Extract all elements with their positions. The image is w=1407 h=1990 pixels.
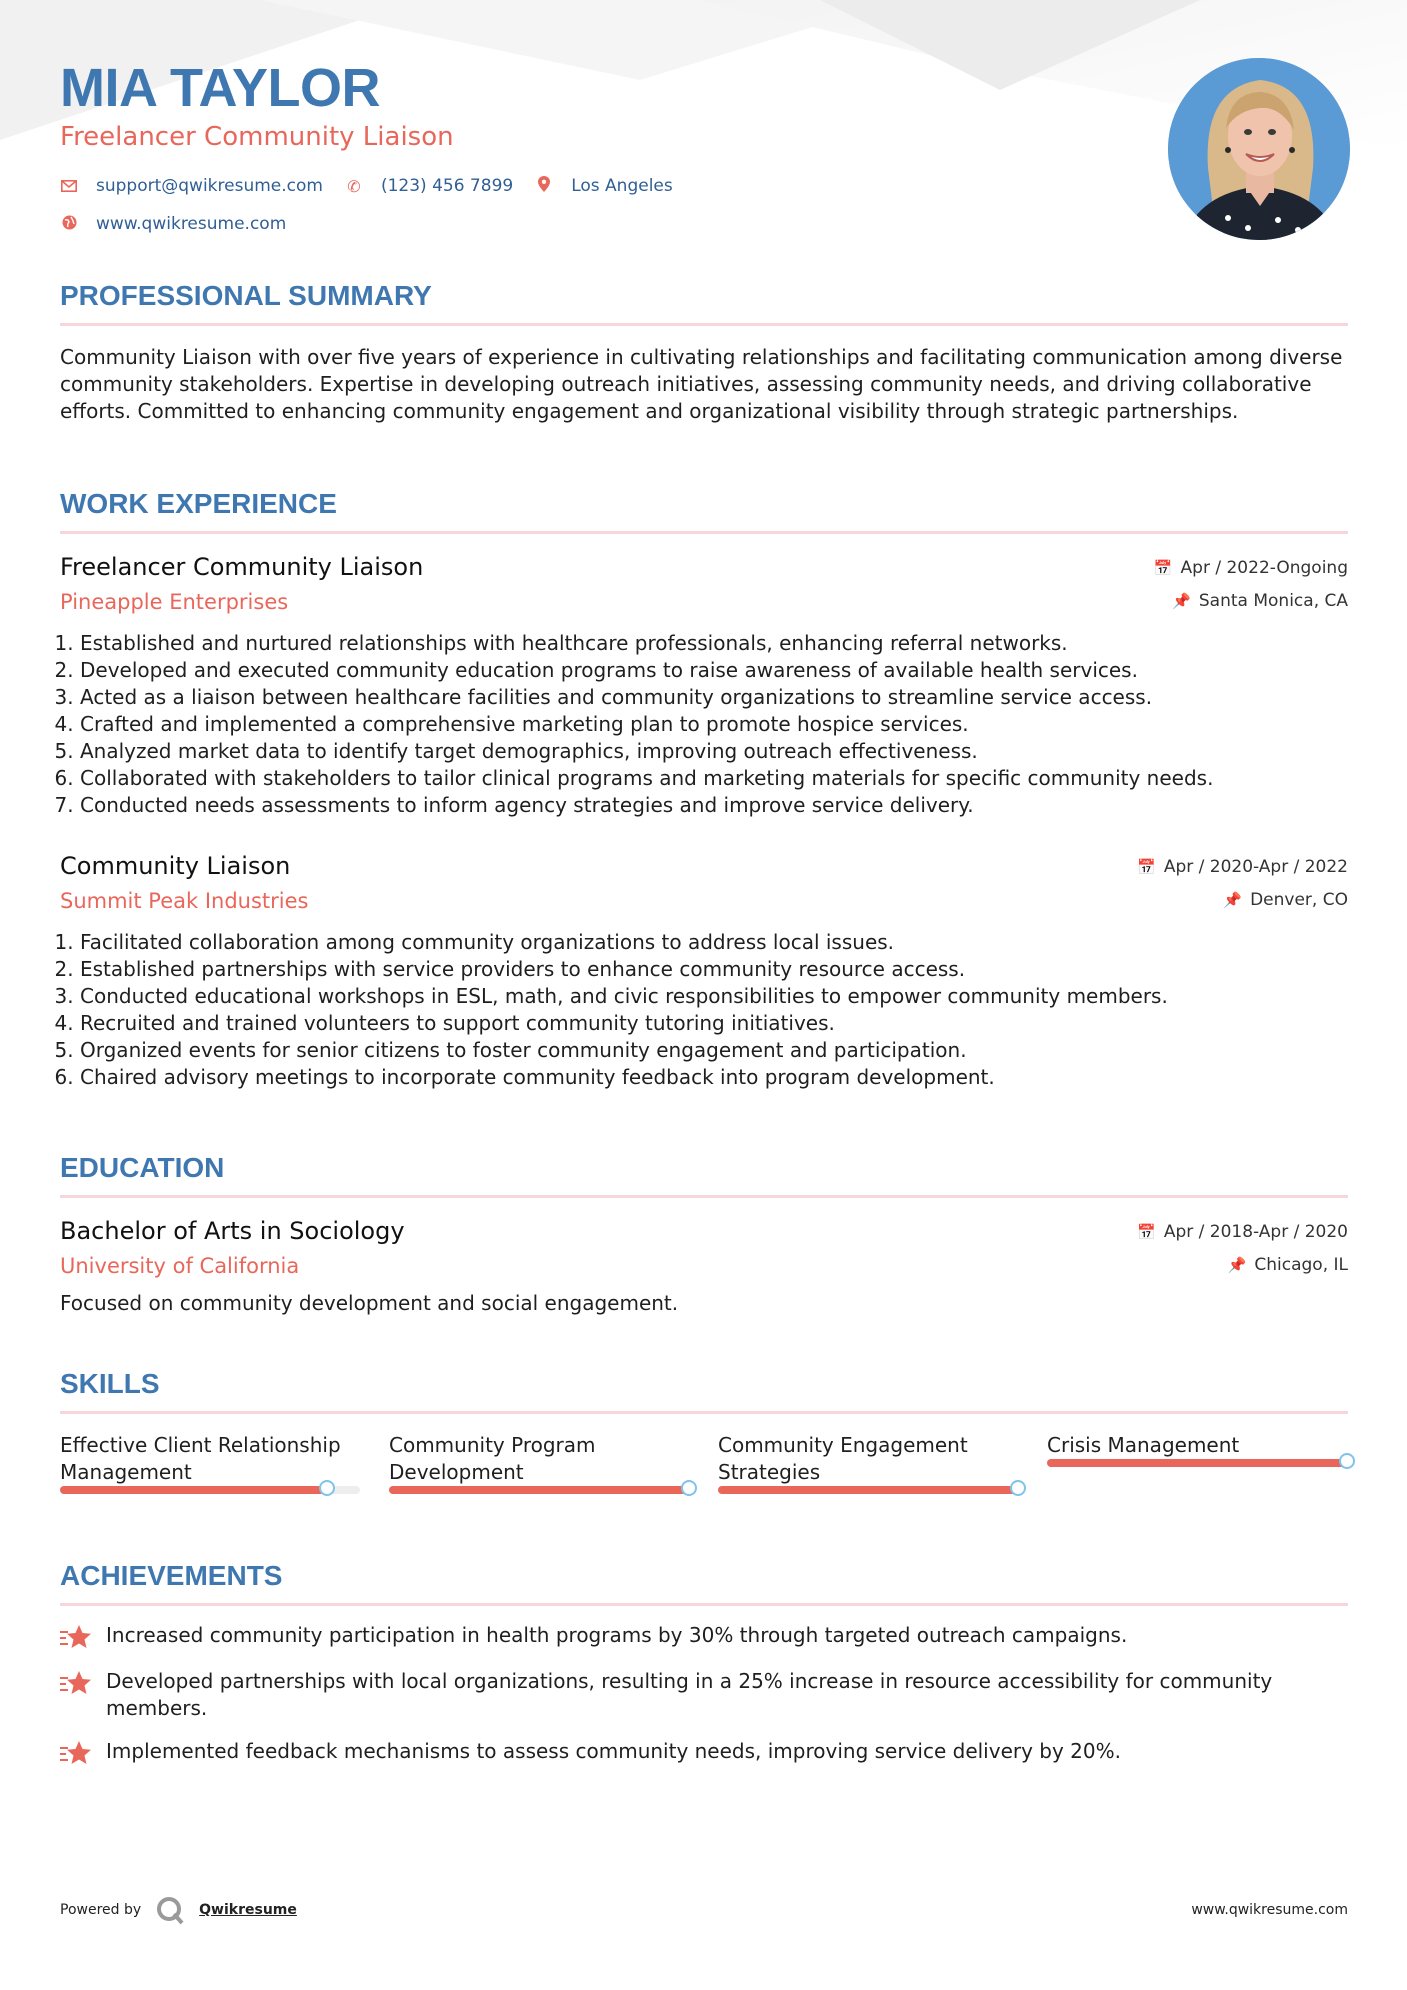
education-description: Focused on community development and social engagement. <box>60 1291 679 1315</box>
achievement-item <box>60 1668 1348 1722</box>
achievement-text: Developed partnerships with local organizations, resulting in a 25% increase in resource accessibility for community members. <box>106 1669 1273 1720</box>
brand-link[interactable]: Qwikresume <box>199 1902 297 1918</box>
globe-icon <box>60 215 78 234</box>
achievements-section <box>60 1559 1348 1768</box>
job-entry <box>60 851 1348 1091</box>
list-item: 1. Facilitated collaboration among community organizations to address local issues. <box>80 929 1348 956</box>
degree-title: Bachelor of Arts in Sociology <box>60 1217 405 1245</box>
list-item: 2. Developed and executed community education programs to raise awareness of available health services. <box>80 657 1348 684</box>
skill-bar <box>1047 1459 1347 1467</box>
education-dates: Apr / 2018-Apr / 2020 <box>1163 1222 1348 1242</box>
education-location: Chicago, IL <box>1254 1255 1348 1275</box>
contact-row-2 <box>60 214 1160 234</box>
skill-fill <box>389 1486 689 1494</box>
skill-bar <box>60 1486 360 1494</box>
section-divider <box>60 1603 1348 1606</box>
job-meta <box>1137 855 1348 921</box>
list-item: 4. Crafted and implemented a comprehensive marketing plan to promote hospice services. <box>80 711 1348 738</box>
skill-label: Community Engagement Strategies <box>718 1433 968 1484</box>
skill-item <box>1047 1432 1347 1494</box>
list-item: 6. Chaired advisory meetings to incorporate community feedback into program development. <box>80 1064 1348 1091</box>
achievement-item <box>60 1738 1348 1768</box>
contact-location <box>535 176 673 196</box>
list-item: 5. Analyzed market data to identify target demographics, improving outreach effectiveness. <box>80 738 1348 765</box>
candidate-role: Freelancer Community Liaison <box>60 122 454 152</box>
contact-row <box>60 176 1160 196</box>
section-divider <box>60 1411 1348 1414</box>
skill-bar <box>389 1486 689 1494</box>
skill-knob <box>1339 1453 1355 1469</box>
resume-header <box>60 58 1160 234</box>
list-item: 6. Collaborated with stakeholders to tailor clinical programs and marketing materials for specific community needs. <box>80 765 1348 792</box>
star-icon <box>60 1622 92 1652</box>
summary-section <box>60 279 1348 425</box>
education-heading: EDUCATION <box>60 1152 225 1183</box>
list-item: 1. Established and nurtured relationships with healthcare professionals, enhancing referral networks. <box>80 630 1348 657</box>
skill-knob <box>681 1480 697 1496</box>
education-meta <box>1137 1220 1348 1286</box>
job-bullets <box>60 929 1348 1091</box>
skills-section <box>60 1367 1348 1494</box>
skill-label: Community Program Development <box>389 1433 596 1484</box>
summary-text: Community Liaison with over five years of experience in cultivating relationships and facilitating communication among diverse community stakeholders. Expertise in developing outreach initiatives, assessing community needs, and driving collaborative efforts. Committed to enhancing community engagement and organizational visibility through strategic partnerships. <box>60 345 1343 423</box>
powered-by <box>60 1895 297 1925</box>
job-dates: Apr / 2022-Ongoing <box>1180 558 1348 578</box>
calendar-icon: 📅 <box>1153 559 1173 577</box>
education-section <box>60 1151 1348 1317</box>
experience-heading: WORK EXPERIENCE <box>60 488 337 519</box>
school-name: University of California <box>60 1254 300 1278</box>
section-divider <box>60 531 1348 534</box>
skill-fill <box>60 1486 327 1494</box>
star-icon <box>60 1738 92 1768</box>
pushpin-icon: 📌 <box>1172 592 1191 610</box>
job-company: Summit Peak Industries <box>60 889 309 913</box>
pushpin-icon: 📌 <box>1223 891 1243 909</box>
list-item: 2. Established partnerships with service providers to enhance community resource access. <box>80 956 1348 983</box>
location-text: Los Angeles <box>571 176 673 196</box>
summary-heading: PROFESSIONAL SUMMARY <box>60 280 432 311</box>
skill-item <box>718 1432 1018 1494</box>
achievements-heading: ACHIEVEMENTS <box>60 1560 283 1591</box>
job-bullets <box>60 630 1348 819</box>
list-item: 5. Organized events for senior citizens to foster community engagement and participation. <box>80 1037 1348 1064</box>
candidate-name: MIA TAYLOR <box>60 58 381 118</box>
section-divider <box>60 323 1348 326</box>
map-pin-icon <box>535 176 553 196</box>
job-title: Freelancer Community Liaison <box>60 553 424 581</box>
skill-label: Crisis Management <box>1047 1433 1240 1457</box>
achievement-text: Implemented feedback mechanisms to assess community needs, improving service delivery by 20%. <box>106 1739 1121 1763</box>
website-text: www.qwikresume.com <box>96 214 287 234</box>
job-entry <box>60 552 1348 819</box>
powered-by-label: Powered by <box>60 1902 142 1918</box>
list-item: 7. Conducted needs assessments to inform agency strategies and improve service delivery. <box>80 792 1348 819</box>
section-divider <box>60 1195 1348 1198</box>
calendar-icon: 📅 <box>1137 1223 1156 1241</box>
experience-section <box>60 487 1348 1091</box>
education-entry <box>60 1216 1348 1317</box>
star-icon <box>60 1668 92 1698</box>
qwikresume-logo-icon <box>155 1895 185 1925</box>
skill-item <box>389 1432 689 1494</box>
email-text: support@qwikresume.com <box>96 176 323 196</box>
achievement-item <box>60 1622 1348 1652</box>
skills-list <box>60 1432 1348 1494</box>
job-location: Denver, CO <box>1250 890 1348 910</box>
phone-text: (123) 456 7899 <box>380 176 514 196</box>
skill-fill <box>1047 1459 1347 1467</box>
skills-heading: SKILLS <box>60 1368 160 1399</box>
list-item: 3. Acted as a liaison between healthcare facilities and community organizations to streamline service access. <box>80 684 1348 711</box>
skill-knob <box>319 1480 335 1496</box>
job-company: Pineapple Enterprises <box>60 590 289 614</box>
job-dates: Apr / 2020-Apr / 2022 <box>1163 857 1348 877</box>
skill-fill <box>718 1486 1018 1494</box>
pushpin-icon: 📌 <box>1227 1256 1247 1274</box>
job-title: Community Liaison <box>60 852 291 880</box>
page-footer <box>60 1895 1348 1925</box>
job-meta <box>1154 556 1348 622</box>
phone-icon: ✆ <box>347 176 361 196</box>
list-item: 4. Recruited and trained volunteers to support community tutoring initiatives. <box>80 1010 1348 1037</box>
skill-item <box>60 1432 360 1494</box>
skill-label: Effective Client Relationship Management <box>60 1433 341 1484</box>
skill-knob <box>1010 1480 1026 1496</box>
list-item: 3. Conducted educational workshops in ESL, math, and civic responsibilities to empower community members. <box>80 983 1348 1010</box>
achievement-text: Increased community participation in health programs by 30% through targeted outreach campaigns. <box>106 1623 1128 1647</box>
envelope-icon <box>60 177 78 196</box>
contact-phone[interactable] <box>345 176 513 196</box>
contact-email[interactable] <box>60 176 323 196</box>
job-location: Santa Monica, CA <box>1198 591 1348 611</box>
calendar-icon: 📅 <box>1137 858 1156 876</box>
skill-bar <box>718 1486 1018 1494</box>
profile-photo <box>1168 58 1350 240</box>
footer-site[interactable]: www.qwikresume.com <box>1191 1902 1348 1918</box>
contact-website[interactable] <box>60 214 286 234</box>
